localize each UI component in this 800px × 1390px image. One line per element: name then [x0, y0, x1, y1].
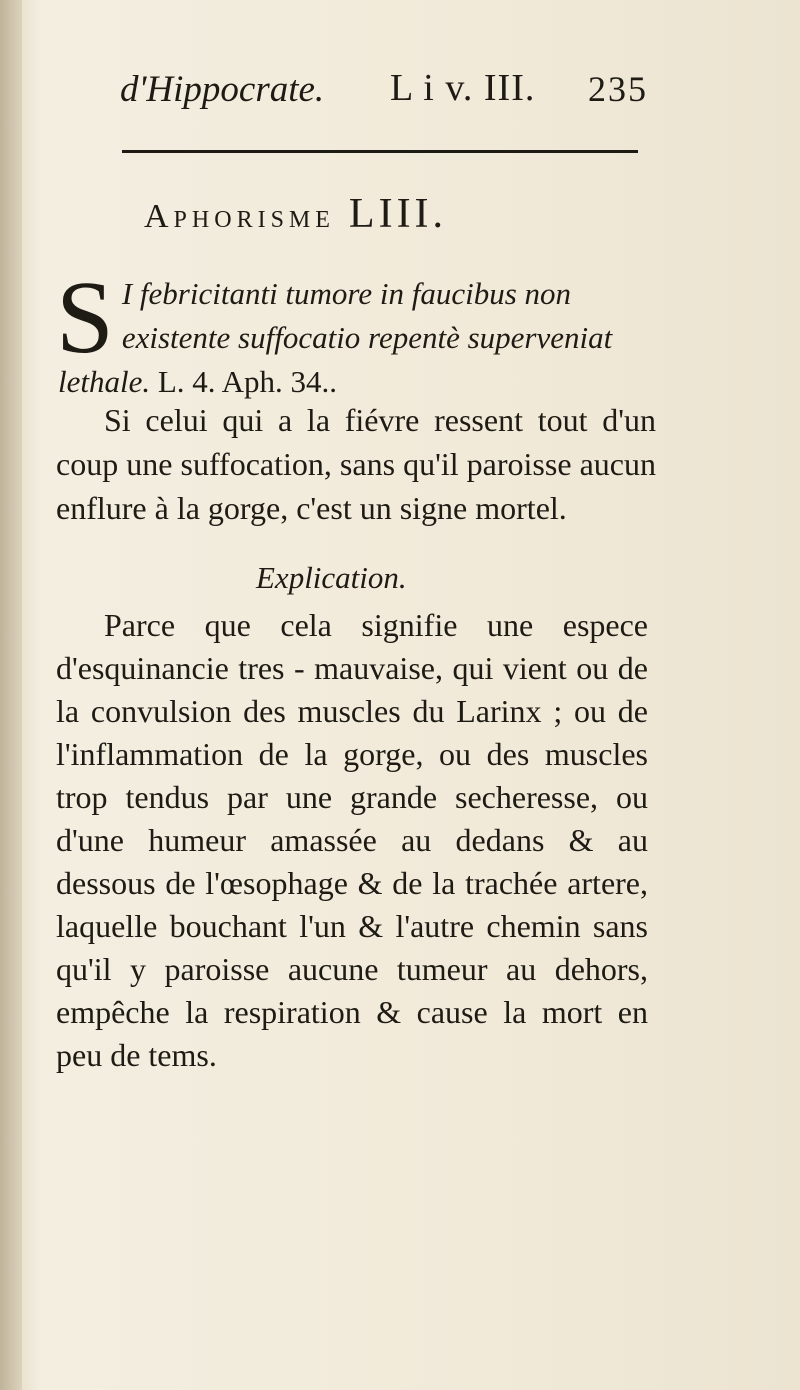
aphorism-heading-word: Aphorisme [144, 198, 335, 235]
explication-title: Explication. [256, 560, 407, 595]
page-header [120, 62, 660, 122]
french-translation [56, 398, 656, 530]
book-reference: L i v. III. [390, 67, 536, 109]
page-gutter-shadow [0, 0, 22, 1390]
aphorism-number: LIII. [348, 191, 448, 237]
latin-aphorism [56, 260, 658, 404]
header-rule [122, 150, 638, 153]
drop-cap: S [56, 260, 114, 375]
aphorism-reference: L. 4. Aph. 34.. [157, 364, 337, 399]
running-title: d'Hippocrate. [120, 69, 325, 110]
latin-text: I febricitanti tumore in faucibus non existente suffocatio repentè superveniat lethale. [58, 276, 613, 399]
explication-body [56, 604, 648, 1077]
aphorism-heading [144, 190, 604, 238]
page-number: 235 [588, 69, 648, 109]
explication-text: Parce que cela signifie une espece d'esquinancie tres - mauvaise, qui vient ou de la convulsion des muscles du Larinx ; ou de l'inflammation de la gorge, ou des muscles trop tendus par une grande secheresse, ou d'une humeur amassée au dedans & au dessous de l'œsophage & de la trachée artere, laquelle bouchant l'un & l'autre chemin sans qu'il y paroisse aucune tumeur au dehors, empêche la respiration & cause la mort en peu de tems. [56, 607, 648, 1073]
french-text: Si celui qui a la fiévre ressent tout d'un coup une suffocation, sans qu'il paroisse aucun enflure à la gorge, c'est un signe mortel. [56, 402, 656, 526]
